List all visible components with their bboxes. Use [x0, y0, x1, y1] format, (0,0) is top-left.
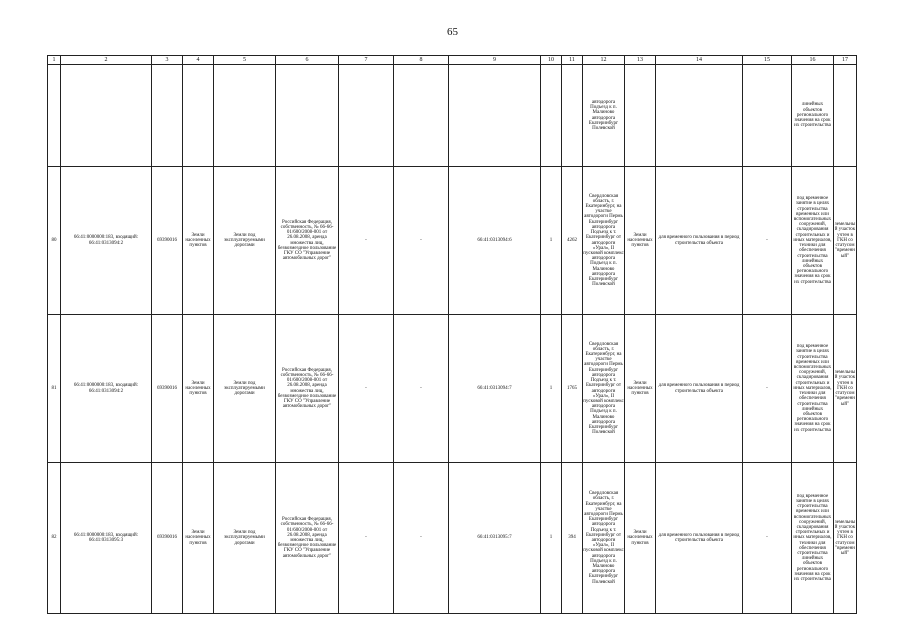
table-cell: 1 [541, 463, 562, 614]
column-header: 2 [61, 56, 152, 65]
land-plots-table [47, 55, 857, 614]
cadastral-number-cell: 66:41:0000000:183, входящий: 66:41:0313094:2 [61, 315, 152, 463]
code-cell: 69390016 [152, 315, 183, 463]
purpose-cell: линейных объектов регионального значения на срок их строительства [792, 65, 834, 167]
usage-cell: для временного пользования в период строительства объекта [656, 167, 743, 315]
land-category-cell: Земли населенных пунктов [625, 315, 656, 463]
location-cell: автодорога Подъезд к п. Малиново автодорога Екатеринбург Полевской [583, 65, 625, 167]
note-cell: земельный участок учтен в ГКН со статусом "временный" [834, 315, 857, 463]
permitted-use-cell: Земли под эксплуатируемыми дорогами [214, 463, 276, 614]
land-category-cell: Земли населенных пунктов [183, 167, 214, 315]
table-cell [152, 65, 183, 167]
location-cell: Свердловская область, г. Екатеринбург, на участке автодороги Пермь Екатеринбург автодорога Подъезд к т. Екатеринбург от автодороги «Урал», II пусковой комплекс автодорога Подъезд к п. Малиново автодорога Екатеринбург Полевской [583, 315, 625, 463]
area-cell: 394 [562, 463, 583, 614]
note-cell: земельный участок учтен в ГКН со статусом "временный" [834, 167, 857, 315]
column-header: 8 [394, 56, 449, 65]
header-row [48, 56, 857, 65]
table-cell [743, 65, 792, 167]
column-header: 1 [48, 56, 61, 65]
permitted-use-cell: Земли под эксплуатируемыми дорогами [214, 315, 276, 463]
table-cell: - [743, 463, 792, 614]
table-cell [214, 65, 276, 167]
table-row [48, 463, 857, 614]
table-cell: - [339, 315, 394, 463]
note-cell: земельный участок учтен в ГКН со статусом "временный" [834, 463, 857, 614]
land-category-cell: Земли населенных пунктов [183, 315, 214, 463]
table-cell [48, 65, 61, 167]
rights-cell: Российская Федерация, собственность, № 66-66-01/600/2008-001 от 26.08.2008, аренда множества лиц, безвозмездное пользование ГКУ СО "Управление автомобильных дорог" [276, 167, 339, 315]
new-cadastral-number-cell: 66:41:0313095:7 [449, 463, 541, 614]
column-header: 15 [743, 56, 792, 65]
column-header: 4 [183, 56, 214, 65]
table-cell [625, 65, 656, 167]
table-cell [449, 65, 541, 167]
land-category-cell: Земли населенных пунктов [625, 463, 656, 614]
table-cell: - [394, 315, 449, 463]
land-category-cell: Земли населенных пунктов [183, 463, 214, 614]
permitted-use-cell: Земли под эксплуатируемыми дорогами [214, 167, 276, 315]
table-cell [834, 65, 857, 167]
table-cell: - [339, 167, 394, 315]
location-cell: Свердловская область, г. Екатеринбург, на участке автодороги Пермь Екатеринбург автодорога Подъезд к т. Екатеринбург от автодороги «Урал», II пусковой комплекс автодорога Подъезд к п. Малиново автодорога Екатеринбург Полевской [583, 463, 625, 614]
table-cell: 1 [541, 315, 562, 463]
purpose-cell: под временное занятие в целях строительства временных или вспомогательных сооружений, складирования строительных и иных материалов, техники для обеспечения строительства линейных объектов регионального значения на срок их строительства [792, 315, 834, 463]
cadastral-number-cell: 66:41:0000000:183, входящий: 66:41:0313095:3 [61, 463, 152, 614]
column-header: 17 [834, 56, 857, 65]
table-cell: - [743, 315, 792, 463]
table-cell: - [394, 167, 449, 315]
purpose-cell: под временное занятие в целях строительства временных или вспомогательных сооружений, складирования строительных и иных материалов, техники для обеспечения строительства линейных объектов регионального значения на срок их строительства [792, 167, 834, 315]
column-header: 16 [792, 56, 834, 65]
land-category-cell: Земли населенных пунктов [625, 167, 656, 315]
column-header: 12 [583, 56, 625, 65]
page-number: 65 [447, 26, 458, 38]
row-number: 81 [48, 315, 61, 463]
column-header: 3 [152, 56, 183, 65]
table-row [48, 167, 857, 315]
area-cell: 4262 [562, 167, 583, 315]
table-cell [562, 65, 583, 167]
column-header: 13 [625, 56, 656, 65]
cadastral-number-cell: 66:41:0000000:183, входящий: 66:41:0313094:2 [61, 167, 152, 315]
column-header: 7 [339, 56, 394, 65]
column-header: 6 [276, 56, 339, 65]
column-header: 10 [541, 56, 562, 65]
location-cell: Свердловская область, г. Екатеринбург, на участке автодороги Пермь Екатеринбург автодорога Подъезд к т. Екатеринбург от автодороги «Урал», II пусковой комплекс автодорога Подъезд к п. Малиново автодорога Екатеринбург Полевской [583, 167, 625, 315]
column-header: 9 [449, 56, 541, 65]
table-cell [276, 65, 339, 167]
table-cell: - [743, 167, 792, 315]
rights-cell: Российская Федерация, собственность, № 66-66-01/600/2008-001 от 26.08.2008, аренда множества лиц, безвозмездное пользование ГКУ СО "Управление автомобильных дорог" [276, 463, 339, 614]
table-row [48, 315, 857, 463]
column-header: 11 [562, 56, 583, 65]
table-cell [183, 65, 214, 167]
row-number: 82 [48, 463, 61, 614]
row-number: 80 [48, 167, 61, 315]
table-cell [339, 65, 394, 167]
table-cell [541, 65, 562, 167]
new-cadastral-number-cell: 66:41:0313094:6 [449, 167, 541, 315]
usage-cell: для временного пользования в период строительства объекта [656, 315, 743, 463]
table-cell: - [339, 463, 394, 614]
area-cell: 1765 [562, 315, 583, 463]
table-cell: - [394, 463, 449, 614]
table-cell: 1 [541, 167, 562, 315]
table-cell [656, 65, 743, 167]
code-cell: 69390016 [152, 167, 183, 315]
rights-cell: Российская Федерация, собственность, № 66-66-01/600/2008-001 от 26.08.2008, аренда множества лиц, безвозмездное пользование ГКУ СО "Управление автомобильных дорог" [276, 315, 339, 463]
new-cadastral-number-cell: 66:41:0313094:7 [449, 315, 541, 463]
purpose-cell: под временное занятие в целях строительства временных или вспомогательных сооружений, складирования строительных и иных материалов, техники для обеспечения строительства линейных объектов регионального значения на срок их строительства [792, 463, 834, 614]
table-cell [61, 65, 152, 167]
code-cell: 69390016 [152, 463, 183, 614]
column-header: 5 [214, 56, 276, 65]
usage-cell: для временного пользования в период строительства объекта [656, 463, 743, 614]
continuation-row [48, 65, 857, 167]
table-cell [394, 65, 449, 167]
column-header: 14 [656, 56, 743, 65]
